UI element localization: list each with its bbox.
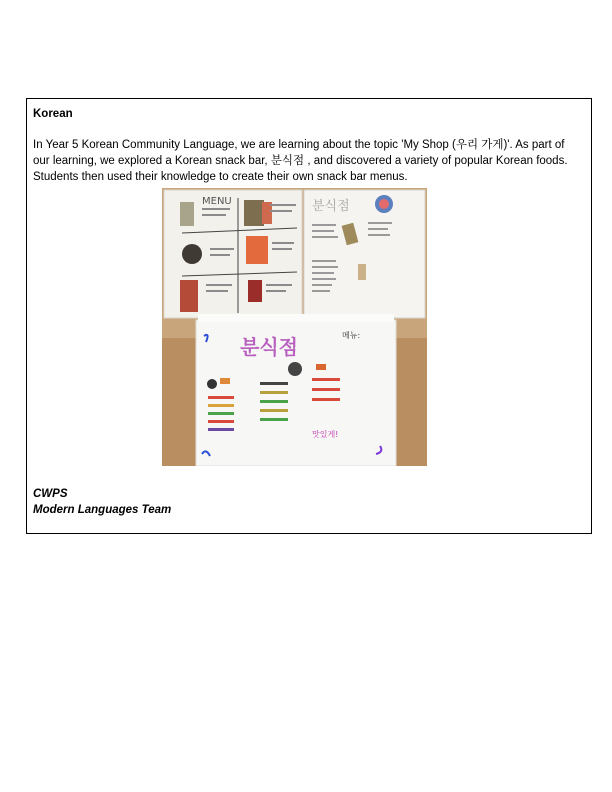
content-box — [26, 98, 592, 534]
front-menu-tag: 메뉴: — [342, 331, 361, 340]
menus-photo — [162, 188, 427, 466]
front-menu-title: 분식점 — [240, 335, 298, 359]
front-menu-sheet — [196, 314, 396, 466]
right-menu-sheet — [304, 190, 425, 318]
left-menu-sheet — [164, 190, 302, 318]
front-menu-footer: 맛있게! — [312, 430, 339, 439]
left-menu-title: MENU — [202, 196, 232, 207]
team-name: Modern Languages Team — [33, 504, 172, 516]
menus-illustration — [162, 188, 427, 466]
right-menu-title: 분식점 — [312, 199, 350, 214]
school-name: CWPS — [33, 488, 68, 500]
footer-block — [33, 486, 171, 518]
section-heading: Korean — [33, 108, 73, 120]
section-paragraph: In Year 5 Korean Community Language, we are learning about the topic 'My Shop (우리 가게)'. As part of our learning, we explored a Korean snack bar, 분식점 , and discovered a variety of popular Korean foods. Students then used their knowledge to create their own snack bar menus. — [33, 139, 568, 183]
